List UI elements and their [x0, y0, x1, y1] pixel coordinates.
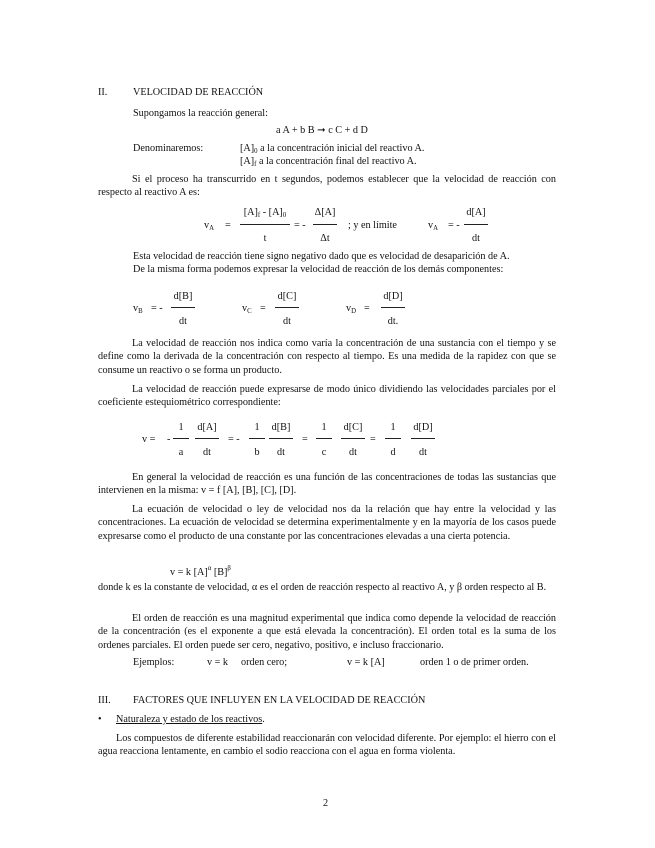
paragraph-stoichiometric: La velocidad de reacción puede expresarse de modo único dividiendo las velocidades parciales por el coeficiente estequiométrico correspondiente: [98, 384, 556, 409]
fraction-bar [195, 438, 219, 439]
fraction-bar [381, 307, 405, 308]
equals-sign: = [225, 220, 231, 231]
coef-b-numerator: 1 [254, 422, 260, 433]
section-title: VELOCIDAD DE REACCIÓN [133, 87, 264, 98]
initial-concentration-def: $[A]_0$ a la concentración inicial del reactivo A. [240, 143, 425, 155]
fraction-bar [269, 438, 293, 439]
paragraph-reactant-nature: Los compuestos de diferente estabilidad reaccionarán con velocidad diferente. Por ejemplo: el hierro con el agua reacciona lentamente, en cambio el sodio reacciona con el agua en forma violenta. [98, 733, 556, 758]
fraction-bar [275, 307, 299, 308]
paragraph-rate-constant: donde k es la constante de velocidad, α es el orden de reacción respecto al reactivo A, y β orden respecto al B. [98, 582, 547, 593]
example-2-equation: v = k [A] [347, 657, 385, 668]
dB-numerator: d[B] [271, 422, 291, 433]
coef-c-numerator: 1 [321, 422, 327, 433]
rate-law-equation: v = k $[A]^\alpha$ $[B]^\beta$ [170, 565, 231, 578]
fraction-numerator: $[A]_f - [A]_0$ [243, 207, 287, 219]
paragraph-reaction-order: El orden de reacción es una magnitud experimental que indica como depende la velocidad de reacción de la concentración (es el exponente a que está elevada la concentración). El orden total es la suma de los ordenes parciales. El orden puede ser cero, negativo, positivo, e incluso fraccionario. [98, 613, 556, 651]
coef-b-denominator: b [254, 447, 260, 458]
dC-denominator: dt [349, 447, 357, 458]
dB-denominator: dt [179, 316, 187, 327]
dB-denominator: dt [277, 447, 285, 458]
fraction-bar [411, 438, 435, 439]
fraction-bar [313, 224, 337, 225]
paragraph-rate-function: En general la velocidad de reacción es una función de las concentraciones de todas las sustancias que intervienen en la misma: v = f [A], [B], [C], [D]. [98, 472, 556, 497]
equals-sign: = [302, 434, 308, 445]
coef-c-denominator: c [321, 447, 327, 458]
paragraph-negative-sign: Esta velocidad de reacción tiene signo negativo dado que es velocidad de desaparición de A. [133, 251, 510, 262]
example-2-description: orden 1 o de primer orden. [420, 657, 529, 668]
vA-symbol: $v_A$ [204, 220, 215, 232]
example-1-description: orden cero; [241, 657, 288, 668]
coef-d-denominator: d [390, 447, 396, 458]
coef-a-denominator: a [178, 447, 184, 458]
fraction-bar [240, 224, 290, 225]
vC-symbol: $v_C$ [242, 303, 252, 315]
paragraph-rate-law: La ecuación de velocidad o ley de velocidad nos da la relación que hay entre la velocidad y las concentraciones. La ecuación de velocidad se determina experimentalmente y en la mayoría de los casos puede expresarse como el producto de una constante por las concentraciones elevadas a una cierta potencia. [98, 504, 556, 542]
section-title: FACTORES QUE INFLUYEN EN LA VELOCIDAD DE REACCIÓN [133, 695, 426, 706]
coef-d-numerator: 1 [390, 422, 396, 433]
vD-equals: = [364, 303, 370, 314]
vA-limit-symbol: $v_A$ [428, 220, 439, 232]
equals-sign: = [370, 434, 376, 445]
fraction-bar [341, 438, 365, 439]
intro-text: Supongamos la reacción general: [133, 108, 268, 119]
bullet-heading: Naturaleza y estado de los reactivos. [116, 714, 265, 725]
derivative-denominator: dt [472, 233, 480, 244]
denominaremos-label: Denominaremos: [133, 143, 204, 154]
fraction-bar [173, 438, 189, 439]
dD-numerator: d[D] [383, 291, 403, 302]
coef-a-numerator: 1 [178, 422, 184, 433]
fraction-bar [464, 224, 488, 225]
delta-denominator: Δt [320, 233, 330, 244]
derivative-numerator: d[A] [466, 207, 486, 218]
dD-denominator: dt. [387, 316, 399, 327]
dB-numerator: d[B] [173, 291, 193, 302]
equals-minus: = - [228, 434, 240, 445]
fraction-denominator: t [263, 233, 267, 244]
section-number: III. [98, 695, 111, 706]
paragraph-rate-definition: La velocidad de reacción nos indica como varía la concentración de una sustancia con el tiempo y se define como la derivada de la concentración con respecto al tiempo. Es una medida de la rapidez con que se consume un reactivo o se forma un producto. [98, 338, 556, 376]
general-reaction: a A + b B ➞ c C + d D [276, 125, 368, 136]
minus-sign: - [167, 434, 171, 445]
fraction-bar [316, 438, 332, 439]
equals-minus: = - [294, 220, 306, 231]
fraction-bar [249, 438, 265, 439]
dA-numerator: d[A] [197, 422, 217, 433]
fraction-bar [171, 307, 195, 308]
limit-label: ; y en límite [348, 220, 397, 231]
examples-label: Ejemplos: [133, 657, 175, 668]
fraction-bar [385, 438, 401, 439]
dC-numerator: d[C] [277, 291, 297, 302]
vB-equals: = - [151, 303, 163, 314]
dD-numerator: d[D] [413, 422, 433, 433]
paragraph-other-components: De la misma forma podemos expresar la velocidad de reacción de los demás componentes: [133, 264, 504, 275]
page-number: 2 [323, 798, 329, 809]
dC-denominator: dt [283, 316, 291, 327]
delta-numerator: Δ[A] [314, 207, 336, 218]
v-equals: v = [142, 434, 156, 445]
bullet: • [98, 714, 102, 725]
section-number: II. [98, 87, 108, 98]
dC-numerator: d[C] [343, 422, 363, 433]
dD-denominator: dt [419, 447, 427, 458]
vB-symbol: $v_B$ [133, 303, 143, 315]
equals-minus-2: = - [448, 220, 460, 231]
example-1-equation: v = k [207, 657, 229, 668]
vC-equals: = [260, 303, 266, 314]
vD-symbol: $v_D$ [346, 303, 357, 315]
dA-denominator: dt [203, 447, 211, 458]
final-concentration-def: $[A]_f$ a la concentración final del reactivo A. [240, 156, 417, 168]
paragraph-reaction-rate: Si el proceso ha transcurrido en t segundos, podemos establecer que la velocidad de reacción con respecto al reactivo A es: [98, 174, 556, 199]
